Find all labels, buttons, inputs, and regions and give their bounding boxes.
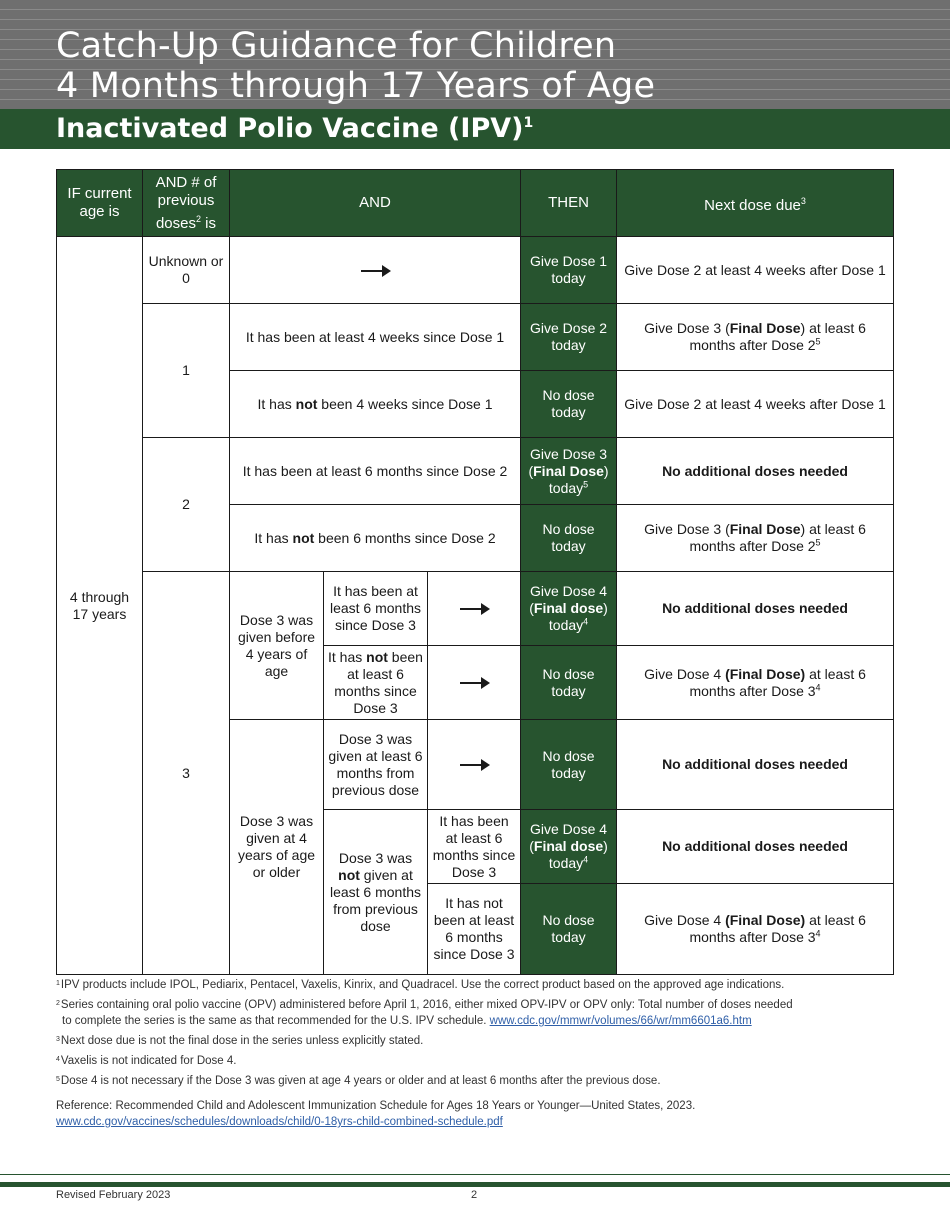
then-cell: Give Dose 1 today <box>521 237 617 304</box>
reference-text: Reference: Recommended Child and Adolescent Immunization Schedule for Ages 18 Years or Younger—United States, 2023. <box>56 1100 696 1112</box>
page-number: 2 <box>471 1189 478 1201</box>
table-row <box>57 304 894 371</box>
revised-date: Revised February 2023 <box>56 1189 171 1201</box>
condition-cell: Dose 3 was not given at least 6 months from previous dose <box>324 810 428 975</box>
then-cell: Give Dose 3 (Final Dose) today$^5$ <box>521 438 617 505</box>
condition-cell: Dose 3 was given at least 6 months from previous dose <box>324 720 428 810</box>
dose3-timing-cell: Dose 3 was given before 4 years of age <box>230 572 324 720</box>
doses-cell: 3 <box>143 572 230 975</box>
mmwr-link[interactable]: www.cdc.gov/mmwr/volumes/66/wr/mm6601a6.htm <box>489 1015 752 1027</box>
condition-cell: It has been at least 6 months since Dose 3 <box>324 572 428 646</box>
vaccine-title-footnote: 1 <box>523 115 534 131</box>
arrow-icon <box>460 608 488 610</box>
condition-cell: It has been at least 6 months since Dose 3 <box>428 810 521 884</box>
arrow-cell <box>428 720 521 810</box>
age-cell: 4 through 17 years <box>57 237 143 975</box>
then-cell: No dose today <box>521 371 617 438</box>
next-dose-cell: Give Dose 4 (Final Dose) at least 6 months after Dose $3^4$ <box>617 646 894 720</box>
condition-cell: It has not been 6 months since Dose 2 <box>230 505 521 572</box>
doses-cell: 2 <box>143 438 230 572</box>
doses-cell: 1 <box>143 304 230 438</box>
footnotes <box>56 977 896 1130</box>
then-cell: No dose today <box>521 884 617 975</box>
footnote-4: $^4$Vaxelis is not indicated for Dose 4. <box>56 1055 237 1067</box>
arrow-icon <box>361 270 389 272</box>
reference <box>56 1098 896 1130</box>
condition-cell: It has not been at least 6 months since Dose 3 <box>428 884 521 975</box>
footnote-2: $^2$Series containing oral polio vaccine (OPV) administered before April 1, 2016, either mixed OPV-IPV or OPV only: Total number of doses needed to complete the series is the same as that recommended for the U.S. IPV schedule. www.cdc.gov/mmwr/volumes/66/wr/mm6601a6.htm <box>56 999 793 1027</box>
arrow-cell <box>428 646 521 720</box>
arrow-cell <box>428 572 521 646</box>
header-next-dose: Next dose due$^3$ <box>617 170 894 237</box>
doses-cell: Unknown or 0 <box>143 237 230 304</box>
next-dose-cell: Give Dose 2 at least 4 weeks after Dose 1 <box>617 237 894 304</box>
table-row <box>57 237 894 304</box>
next-dose-cell: No additional doses needed <box>617 720 894 810</box>
header-age: IF current age is <box>57 170 143 237</box>
then-cell: No dose today <box>521 646 617 720</box>
vaccine-title-text: Inactivated Polio Vaccine (IPV) <box>56 113 524 144</box>
header-and: AND <box>230 170 521 237</box>
header-doses: AND # of previous doses$^2$ is <box>143 170 230 237</box>
table-row <box>57 438 894 505</box>
footer-rule-thin <box>0 1174 950 1175</box>
vaccine-title <box>56 113 533 144</box>
condition-cell: It has not been at least 6 months since Dose 3 <box>324 646 428 720</box>
table-header-row <box>57 170 894 237</box>
footnote-3: $^3$Next dose due is not the final dose in the series unless explicitly stated. <box>56 1035 424 1047</box>
next-dose-cell: Give Dose 2 at least 4 weeks after Dose 1 <box>617 371 894 438</box>
then-cell: No dose today <box>521 505 617 572</box>
page-title-line-1: Catch-Up Guidance for Children <box>56 26 617 66</box>
footnote-5: $^5$Dose 4 is not necessary if the Dose 3 was given at age 4 years or older and at least 6 months after the previous dose. <box>56 1075 661 1087</box>
condition-cell: It has been at least 4 weeks since Dose 1 <box>230 304 521 371</box>
arrow-icon <box>460 764 488 766</box>
footnote-1: $^1$IPV products include IPOL, Pediarix, Pentacel, Vaxelis, Kinrix, and Quadracel. Use the correct product based on the approved age indications. <box>56 979 785 991</box>
next-dose-cell: Give Dose 4 (Final Dose) at least 6 months after Dose $3^4$ <box>617 884 894 975</box>
then-cell: Give Dose 4 (Final dose) today$^4$ <box>521 810 617 884</box>
page-title-line-2: 4 Months through 17 Years of Age <box>56 66 656 106</box>
then-cell: No dose today <box>521 720 617 810</box>
then-cell: Give Dose 4 (Final dose) today$^4$ <box>521 572 617 646</box>
condition-cell: It has not been 4 weeks since Dose 1 <box>230 371 521 438</box>
condition-cell: It has been at least 6 months since Dose 2 <box>230 438 521 505</box>
header-then: THEN <box>521 170 617 237</box>
next-dose-cell: No additional doses needed <box>617 572 894 646</box>
then-cell: Give Dose 2 today <box>521 304 617 371</box>
catch-up-table <box>56 169 894 975</box>
arrow-icon <box>460 682 488 684</box>
schedule-link[interactable]: www.cdc.gov/vaccines/schedules/downloads/child/0-18yrs-child-combined-schedule.pdf <box>56 1116 503 1128</box>
next-dose-cell: Give Dose 3 (Final Dose) at least 6 months after Dose $2^5$ <box>617 505 894 572</box>
dose3-timing-cell: Dose 3 was given at 4 years of age or older <box>230 720 324 975</box>
table-row <box>57 572 894 646</box>
next-dose-cell: Give Dose 3 (Final Dose) at least 6 months after Dose $2^5$ <box>617 304 894 371</box>
next-dose-cell: No additional doses needed <box>617 810 894 884</box>
condition-cell <box>230 237 521 304</box>
footer-rule-thick <box>0 1182 950 1187</box>
next-dose-cell: No additional doses needed <box>617 438 894 505</box>
